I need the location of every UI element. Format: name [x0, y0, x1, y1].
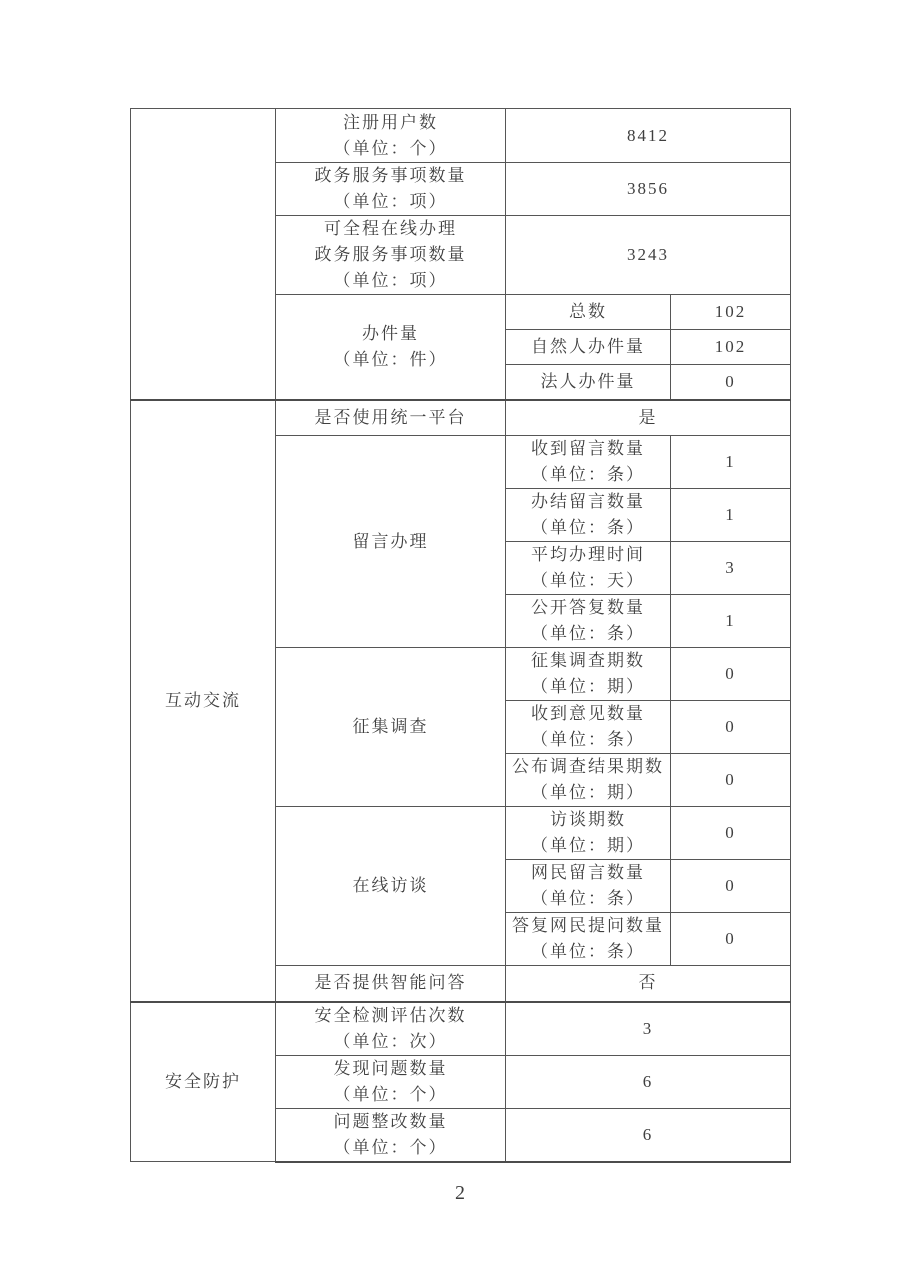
label-line: 是否提供智能问答: [314, 973, 467, 993]
label-line: （单位：个）: [333, 1137, 448, 1157]
row-value: 3243: [506, 216, 791, 295]
row-label-online-service-items: [276, 216, 506, 295]
subrow-value: 0: [671, 701, 791, 754]
label-line: （单位：条）: [531, 942, 645, 961]
label-line: 公开答复数量: [531, 598, 645, 617]
label-line: （单位：期）: [531, 677, 645, 696]
subrow-label: [506, 365, 671, 400]
label-line: 平均办理时间: [531, 545, 645, 564]
label-line: （单位：条）: [531, 730, 645, 749]
category-cell: [131, 109, 276, 400]
label-line: 政务服务事项数量: [314, 166, 467, 185]
subrow-value: 1: [671, 436, 791, 489]
subrow-label: [506, 701, 671, 754]
label-line: 办件量: [362, 323, 419, 343]
row-value: 6: [506, 1108, 791, 1162]
subrow-value: 0: [671, 365, 791, 400]
subrow-label: [506, 860, 671, 913]
label-line: （单位：天）: [531, 571, 645, 590]
label-line: （单位：次）: [333, 1031, 448, 1051]
label-line: 网民留言数量: [531, 863, 645, 882]
label-line: 注册用户数: [343, 112, 438, 132]
label-line: （单位：件）: [333, 349, 448, 369]
subrow-label: [506, 436, 671, 489]
page-number: 2: [455, 1182, 465, 1204]
label-line: 发现问题数量: [333, 1058, 448, 1078]
label-line: 可全程在线办理: [324, 219, 457, 238]
label-line: （单位：期）: [531, 783, 645, 802]
label-line: 公布调查结果期数: [512, 757, 664, 776]
subrow-label: [506, 330, 671, 365]
report-table: [130, 108, 791, 1163]
row-value: 6: [506, 1055, 791, 1108]
label-line: （单位：项）: [333, 271, 448, 290]
group-label-survey: [276, 648, 506, 807]
row-value: 8412: [506, 109, 791, 163]
label-line: 答复网民提问数量: [512, 916, 664, 935]
row-label-security-assessments: [276, 1002, 506, 1056]
label-line: （单位：条）: [531, 518, 645, 537]
subrow-label: [506, 648, 671, 701]
label-line: （单位：期）: [531, 836, 645, 855]
row-value: 否: [506, 966, 791, 1002]
row-label-registered-users: [276, 109, 506, 163]
label-line: （单位：条）: [531, 624, 645, 643]
group-label-online-interview: [276, 807, 506, 966]
label-line: （单位：个）: [333, 138, 448, 158]
label-line: （单位：条）: [531, 889, 645, 908]
category-cell-security: 安全防护: [131, 1002, 276, 1162]
label-line: 收到意见数量: [531, 704, 645, 723]
label-line: （单位：项）: [333, 192, 448, 211]
label-line: 安全检测评估次数: [314, 1005, 467, 1025]
row-value: 3856: [506, 163, 791, 216]
label-line: 收到留言数量: [531, 439, 645, 458]
subrow-label: [506, 754, 671, 807]
subrow-value: 0: [671, 648, 791, 701]
label-line: （单位：个）: [333, 1084, 448, 1104]
subrow-value: 0: [671, 754, 791, 807]
label-line: 总数: [569, 302, 607, 321]
subrow-value: 1: [671, 489, 791, 542]
group-label-message-handling: [276, 436, 506, 648]
label-line: 法人办件量: [540, 371, 636, 391]
subrow-value: 0: [671, 913, 791, 966]
subrow-label: [506, 489, 671, 542]
label-line: 政务服务事项数量: [314, 245, 467, 264]
category-cell-interaction: 互动交流: [131, 400, 276, 1002]
subrow-value: 0: [671, 860, 791, 913]
subrow-value: 0: [671, 807, 791, 860]
row-value: 3: [506, 1002, 791, 1056]
group-label-cases-handled: [276, 295, 506, 400]
label-line: （单位：条）: [531, 465, 645, 484]
label-line: 自然人办件量: [531, 337, 645, 356]
subrow-label: [506, 807, 671, 860]
label-line: 是否使用统一平台: [314, 407, 467, 427]
subrow-label: [506, 913, 671, 966]
subrow-label: [506, 595, 671, 648]
label-line: 在线访谈: [352, 876, 429, 895]
label-line: 问题整改数量: [333, 1111, 448, 1131]
row-label-smart-qa: [276, 966, 506, 1002]
table-row: [131, 1002, 791, 1056]
subrow-value: 3: [671, 542, 791, 595]
subrow-label: [506, 542, 671, 595]
label-line: 访谈期数: [550, 810, 626, 829]
subrow-label: [506, 295, 671, 330]
row-label-problems-found: [276, 1055, 506, 1108]
label-line: 征集调查期数: [531, 651, 645, 670]
row-value: 是: [506, 400, 791, 436]
subrow-value: 1: [671, 595, 791, 648]
row-label-unified-platform: [276, 400, 506, 436]
table-row: [131, 109, 791, 163]
subrow-value: 102: [671, 295, 791, 330]
subrow-value: 102: [671, 330, 791, 365]
label-line: 征集调查: [352, 717, 429, 736]
label-line: 留言办理: [352, 531, 429, 551]
row-label-problems-fixed: [276, 1108, 506, 1162]
label-line: 办结留言数量: [531, 492, 645, 511]
table-row: [131, 400, 791, 436]
row-label-service-items: [276, 163, 506, 216]
